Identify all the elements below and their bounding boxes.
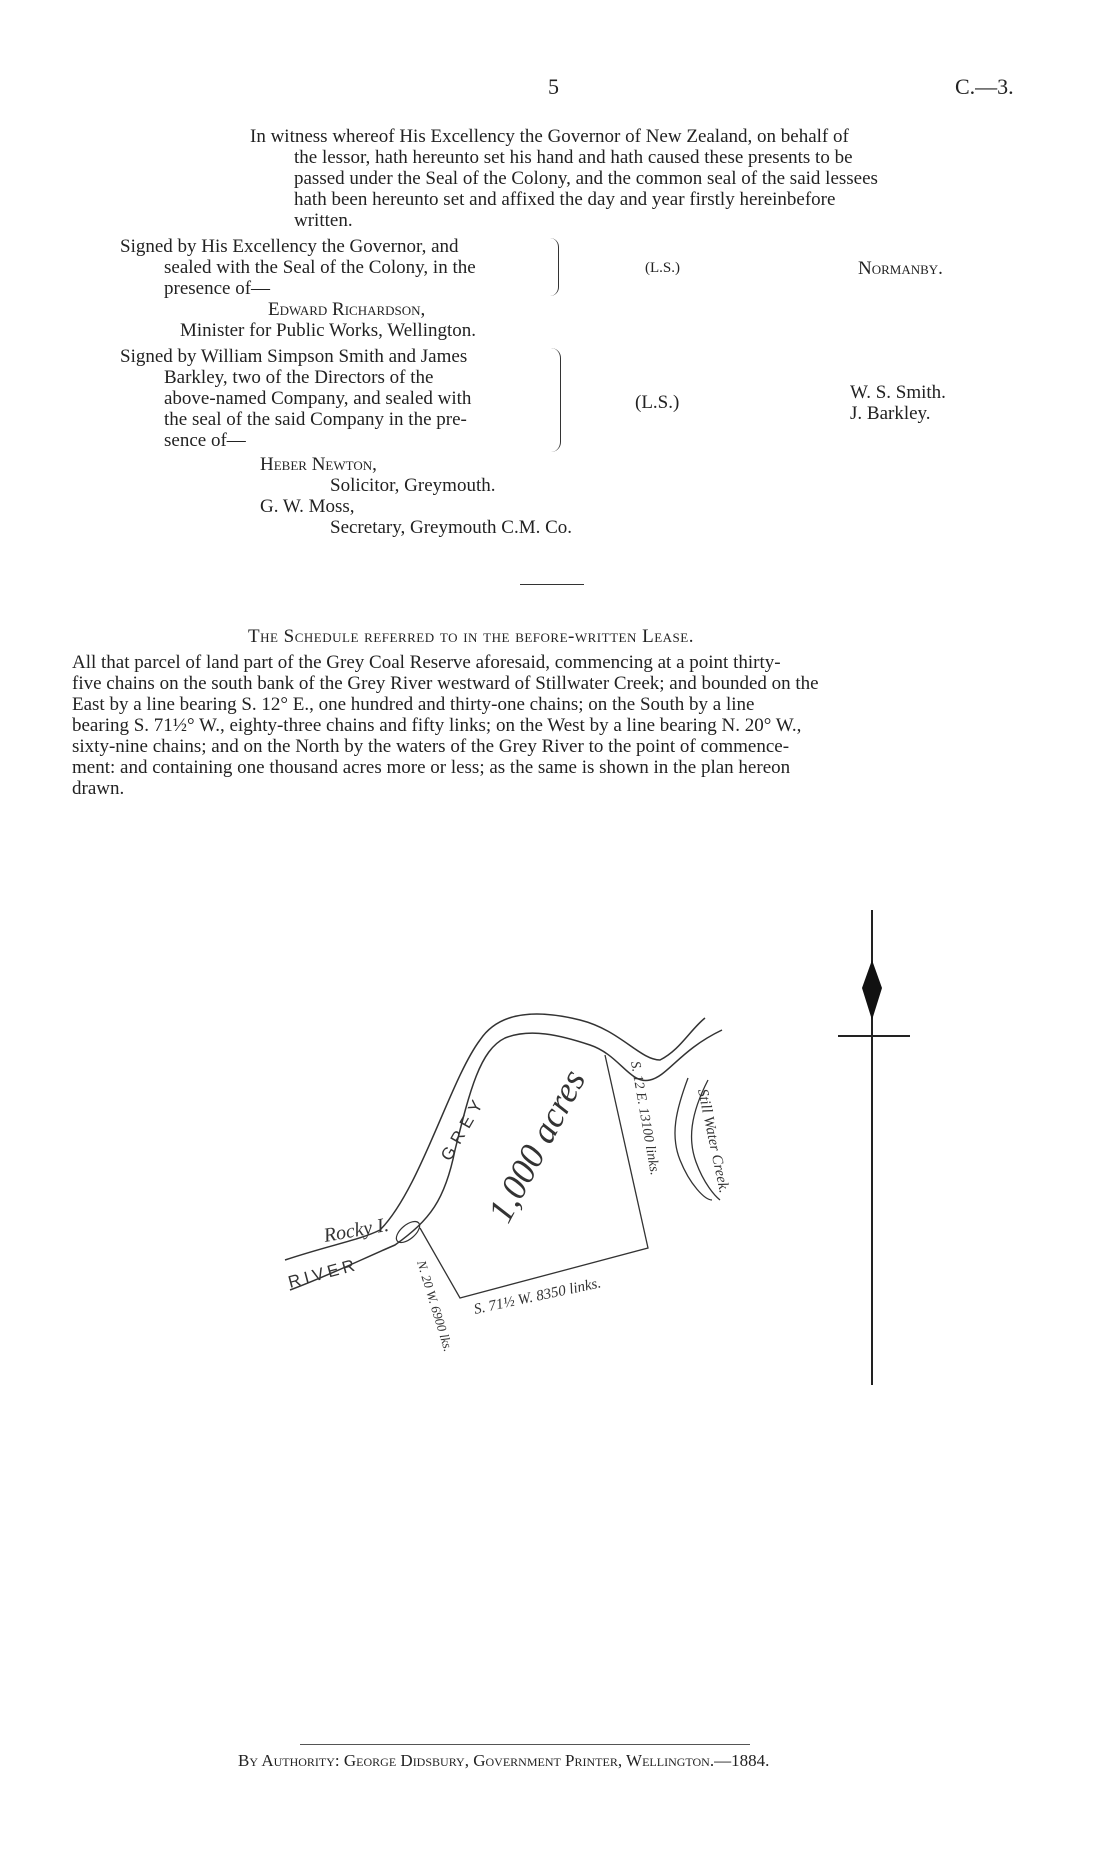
- signatory-name: J. Barkley.: [850, 403, 931, 424]
- signatory-name: Normanby.: [858, 258, 943, 279]
- schedule-line: five chains on the south bank of the Grey River westward of Stillwater Creek; and bounded on the: [72, 673, 819, 694]
- signatory-name: W. S. Smith.: [850, 382, 946, 403]
- rocky-islet: [393, 1218, 423, 1247]
- witness-name: Heber Newton,: [260, 454, 377, 475]
- witness-title: Solicitor, Greymouth.: [330, 475, 496, 496]
- signature-line: the seal of the said Company in the pre-: [164, 409, 467, 430]
- survey-plan: [0, 900, 1114, 1460]
- schedule-line: East by a line bearing S. 12° E., one hundred and thirty-one chains; on the South by a line: [72, 694, 755, 715]
- signature-line: presence of—: [164, 278, 271, 299]
- schedule-heading: The Schedule referred to in the before-written Lease.: [248, 626, 694, 647]
- brace: [550, 238, 559, 296]
- signature-line: Signed by William Simpson Smith and James: [120, 346, 468, 367]
- brace: [550, 348, 561, 452]
- area-label: 1,000 acres: [479, 1062, 594, 1229]
- witness-line: the lessor, hath hereunto set his hand and hath caused these presents to be: [294, 147, 853, 168]
- signature-line: Barkley, two of the Directors of the: [164, 367, 434, 388]
- river-label-grey: GREY: [437, 1091, 490, 1164]
- rock-label: Rocky I.: [322, 1213, 391, 1247]
- signature-line: above-named Company, and sealed with: [164, 388, 472, 409]
- signature-line: sealed with the Seal of the Colony, in the: [164, 257, 476, 278]
- witness-paragraph: [250, 126, 1024, 236]
- witness-title: Secretary, Greymouth C.M. Co.: [330, 517, 573, 538]
- signature-block-governor: [120, 236, 1020, 341]
- schedule-line: sixty-nine chains; and on the North by the waters of the Grey River to the point of commence-: [72, 736, 790, 757]
- signature-line: sence of—: [164, 430, 246, 451]
- witness-line: written.: [294, 210, 353, 231]
- creek-label: Still Water Creek.: [694, 1087, 732, 1195]
- schedule-line: All that parcel of land part of the Grey Coal Reserve aforesaid, commencing at a point thirty-: [72, 652, 781, 673]
- document-reference: C.—3.: [955, 74, 1014, 99]
- seal-mark: (L.S.): [635, 392, 680, 413]
- river-label-river: RIVER: [286, 1254, 361, 1292]
- witness-name: G. W. Moss,: [260, 496, 355, 517]
- schedule-line: drawn.: [72, 778, 125, 799]
- south-boundary-label: S. 71½ W. 8350 links.: [472, 1275, 603, 1318]
- witness-title: Minister for Public Works, Wellington.: [180, 320, 477, 341]
- printer-imprint: By Authority: George Didsbury, Government Printer, Wellington.—1884.: [238, 1751, 770, 1770]
- footer-rule: [300, 1744, 750, 1745]
- witness-line: hath been hereunto set and affixed the day and year firstly hereinbefore: [294, 189, 836, 210]
- schedule-line: ment: and containing one thousand acres more or less; as the same is shown in the plan hereon: [72, 757, 791, 778]
- witness-name: Edward Richardson,: [268, 299, 426, 320]
- signature-line: Signed by His Excellency the Governor, and: [120, 236, 459, 257]
- signature-block-company: [120, 346, 1020, 546]
- witness-line: passed under the Seal of the Colony, and the common seal of the said lessees: [294, 168, 878, 189]
- schedule-paragraph: [72, 652, 1032, 812]
- west-boundary-label: N. 20 W. 6900 lks.: [414, 1258, 457, 1354]
- section-divider: [520, 584, 584, 585]
- seal-mark: (L.S.): [645, 260, 680, 276]
- witness-line: In witness whereof His Excellency the Governor of New Zealand, on behalf of: [250, 126, 849, 147]
- page-number: 5: [548, 74, 559, 99]
- north-arrow-icon: [838, 910, 910, 1385]
- schedule-line: bearing S. 71½° W., eighty-three chains and fifty links; on the West by a line bearing N. 20° W.,: [72, 715, 802, 736]
- east-boundary-label: S. 12 E. 13100 links.: [627, 1060, 662, 1177]
